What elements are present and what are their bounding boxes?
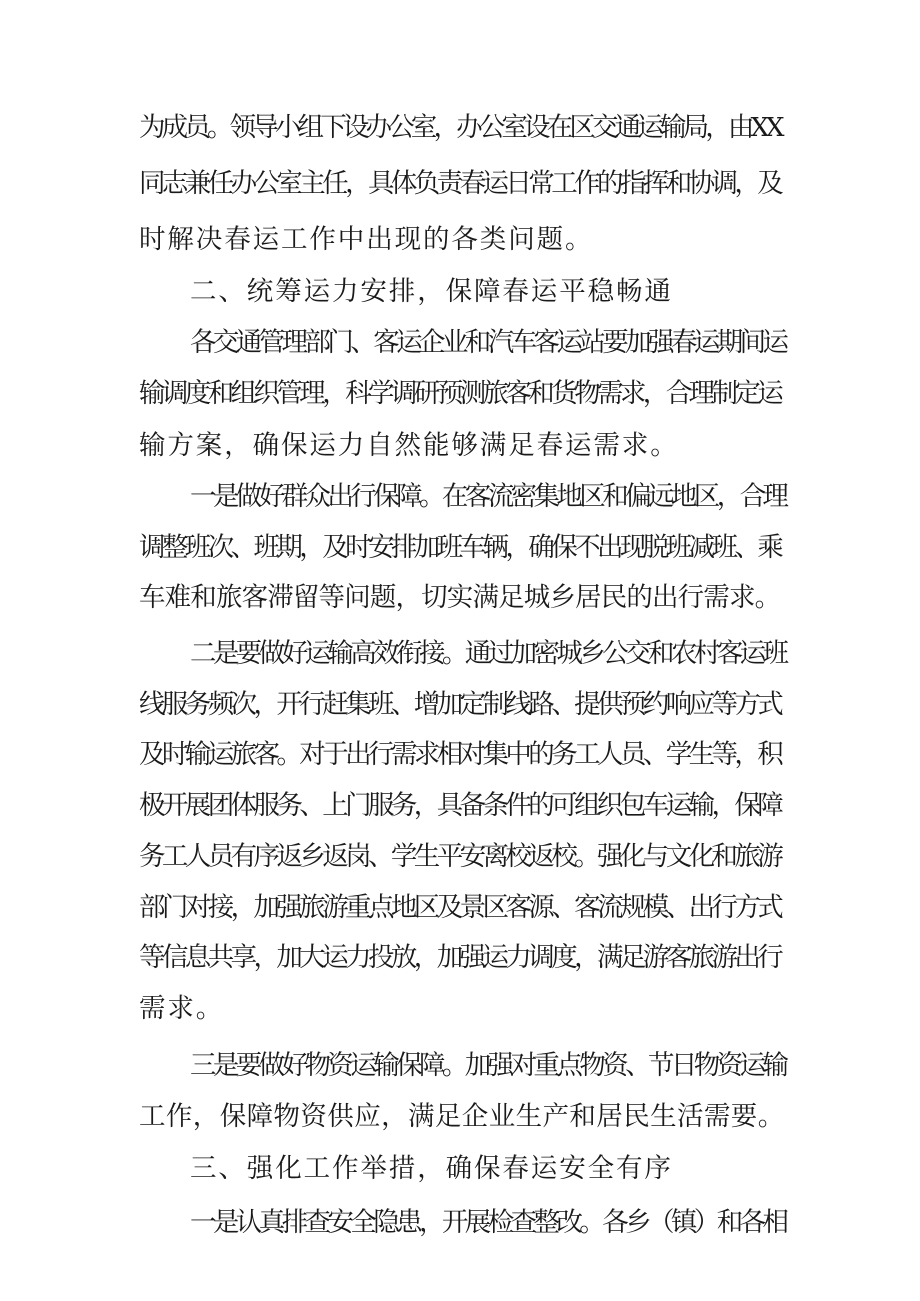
text-line bbox=[0, 319, 920, 367]
line-text: 一是做好群众出行保障。在客流密集地区和偏远地区，合理 bbox=[190, 481, 786, 512]
text-line bbox=[0, 884, 920, 932]
line-text: 输调度和组织管理，科学调研预测旅客和货物需求，合理制定运 bbox=[139, 378, 781, 409]
line-text: 时解决春运工作中出现的各类问题。 bbox=[139, 224, 594, 255]
heading-text: 二、统筹运力安排，保障春运平稳畅通 bbox=[190, 276, 673, 307]
line-text: 等信息共享，加大运力投放，加强运力调度，满足游客旅游出行 bbox=[139, 942, 781, 973]
line-text: 部门对接，加强旅游重点地区及景区客源、客流规模、出行方式 bbox=[139, 892, 781, 923]
text-line bbox=[0, 370, 920, 418]
line-text: 同志兼任办公室主任，具体负责春运日常工作的指挥和协调，及 bbox=[139, 168, 781, 199]
line-text: 及时输运旅客。对于出行需求相对集中的务工人员、学生等，积 bbox=[139, 739, 781, 770]
line-text: 务工人员有序返乡返岗、学生平安离校返校。强化与文化和旅游 bbox=[139, 841, 781, 872]
line-text: 调整班次、班期，及时安排加班车辆，确保不出现脱班减班、乘 bbox=[139, 532, 781, 563]
text-line bbox=[0, 833, 920, 881]
text-line bbox=[0, 782, 920, 830]
line-text: 为成员。领导小组下设办公室，办公室设在区交通运输局，由XX bbox=[139, 112, 781, 143]
section-heading bbox=[0, 268, 920, 316]
line-text: 车难和旅客滞留等问题，切实满足城乡居民的出行需求。 bbox=[139, 582, 781, 613]
text-line bbox=[0, 160, 920, 208]
line-text: 极开展团体服务、上门服务，具备条件的可组织包车运输，保障 bbox=[139, 790, 781, 821]
line-text: 工作，保障物资供应，满足企业生产和居民生活需要。 bbox=[139, 1101, 785, 1132]
text-line bbox=[0, 1093, 920, 1141]
line-text: 一是认真排查安全隐患，开展检查整改。各乡（镇）和各相 bbox=[190, 1207, 786, 1238]
text-line bbox=[0, 216, 920, 264]
text-line bbox=[0, 681, 920, 729]
text-line bbox=[0, 731, 920, 779]
text-line bbox=[0, 630, 920, 678]
text-line bbox=[0, 934, 920, 982]
text-line bbox=[0, 524, 920, 572]
line-text: 需求。 bbox=[139, 993, 225, 1024]
text-line bbox=[0, 985, 920, 1033]
text-line bbox=[0, 104, 920, 152]
text-line bbox=[0, 473, 920, 521]
heading-text: 三、强化工作举措，确保春运安全有序 bbox=[190, 1153, 673, 1184]
text-line bbox=[0, 1199, 920, 1247]
line-text: 三是要做好物资运输保障。加强对重点物资、节日物资运输 bbox=[190, 1050, 786, 1081]
text-line bbox=[0, 422, 920, 470]
section-heading bbox=[0, 1145, 920, 1193]
text-line bbox=[0, 1042, 920, 1090]
line-text: 线服务频次，开行赶集班、增加定制线路、提供预约响应等方式 bbox=[139, 689, 781, 720]
line-text: 二是要做好运输高效衔接。通过加密城乡公交和农村客运班 bbox=[190, 638, 786, 669]
line-text: 各交通管理部门、客运企业和汽车客运站要加强春运期间运 bbox=[190, 327, 786, 358]
line-text: 输方案，确保运力自然能够满足春运需求。 bbox=[139, 430, 679, 461]
text-line bbox=[0, 574, 920, 622]
